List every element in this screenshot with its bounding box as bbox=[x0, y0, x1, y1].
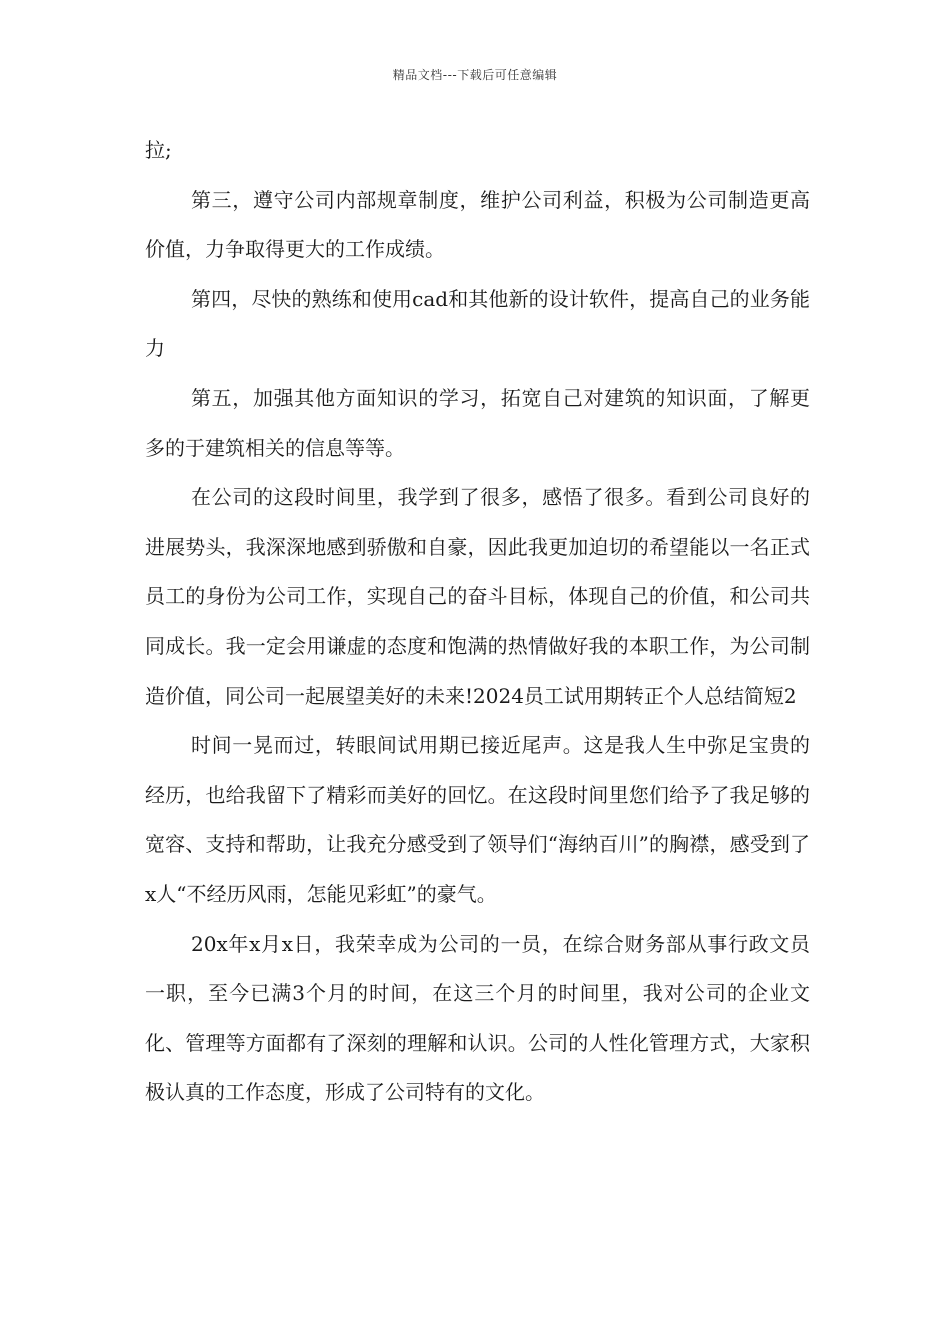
paragraph: 拉; bbox=[145, 138, 172, 162]
paragraph: 第四，尽快的熟练和使用cad和其他新的设计软件，提高自己的业务能力 bbox=[145, 286, 810, 361]
paragraph: 时间一晃而过，转眼间试用期已接近尾声。这是我人生中弥足宝贵的经历，也给我留下了精彩而美好的回忆。在这段时间里您们给予了我足够的宽容、支持和帮助，让我充分感受到了领导们“海纳百川”的胸襟，感受到了x人“不经历风雨，怎能见彩虹”的豪气。 bbox=[145, 733, 810, 906]
paragraph: 在公司的这段时间里，我学到了很多，感悟了很多。看到公司良好的进展势头，我深深地感到骄傲和自豪，因此我更加迫切的希望能以一名正式员工的身份为公司工作，实现自己的奋斗目标，体现自己的价值，和公司共同成长。我一定会用谦虚的态度和饱满的热情做好我的本职工作，为公司制造价值，同公司一起展望美好的未来!2024员工试用期转正个人总结简短2 bbox=[145, 485, 810, 708]
paragraph: 20x年x月x日，我荣幸成为公司的一员，在综合财务部从事行政文员一职，至今已满3个月的时间，在这三个月的时间里，我对公司的企业文化、管理等方面都有了深刻的理解和认识。公司的人性化管理方式，大家积极认真的工作态度，形成了公司特有的文化。 bbox=[145, 931, 810, 1105]
document-body bbox=[145, 126, 810, 1118]
page-header: 精品文档---下载后可任意编辑 bbox=[392, 68, 558, 82]
paragraph: 第三，遵守公司内部规章制度，维护公司利益，积极为公司制造更高价值，力争取得更大的工作成绩。 bbox=[145, 187, 810, 262]
paragraph: 第五，加强其他方面知识的学习，拓宽自己对建筑的知识面，了解更多的于建筑相关的信息等等。 bbox=[145, 385, 810, 460]
